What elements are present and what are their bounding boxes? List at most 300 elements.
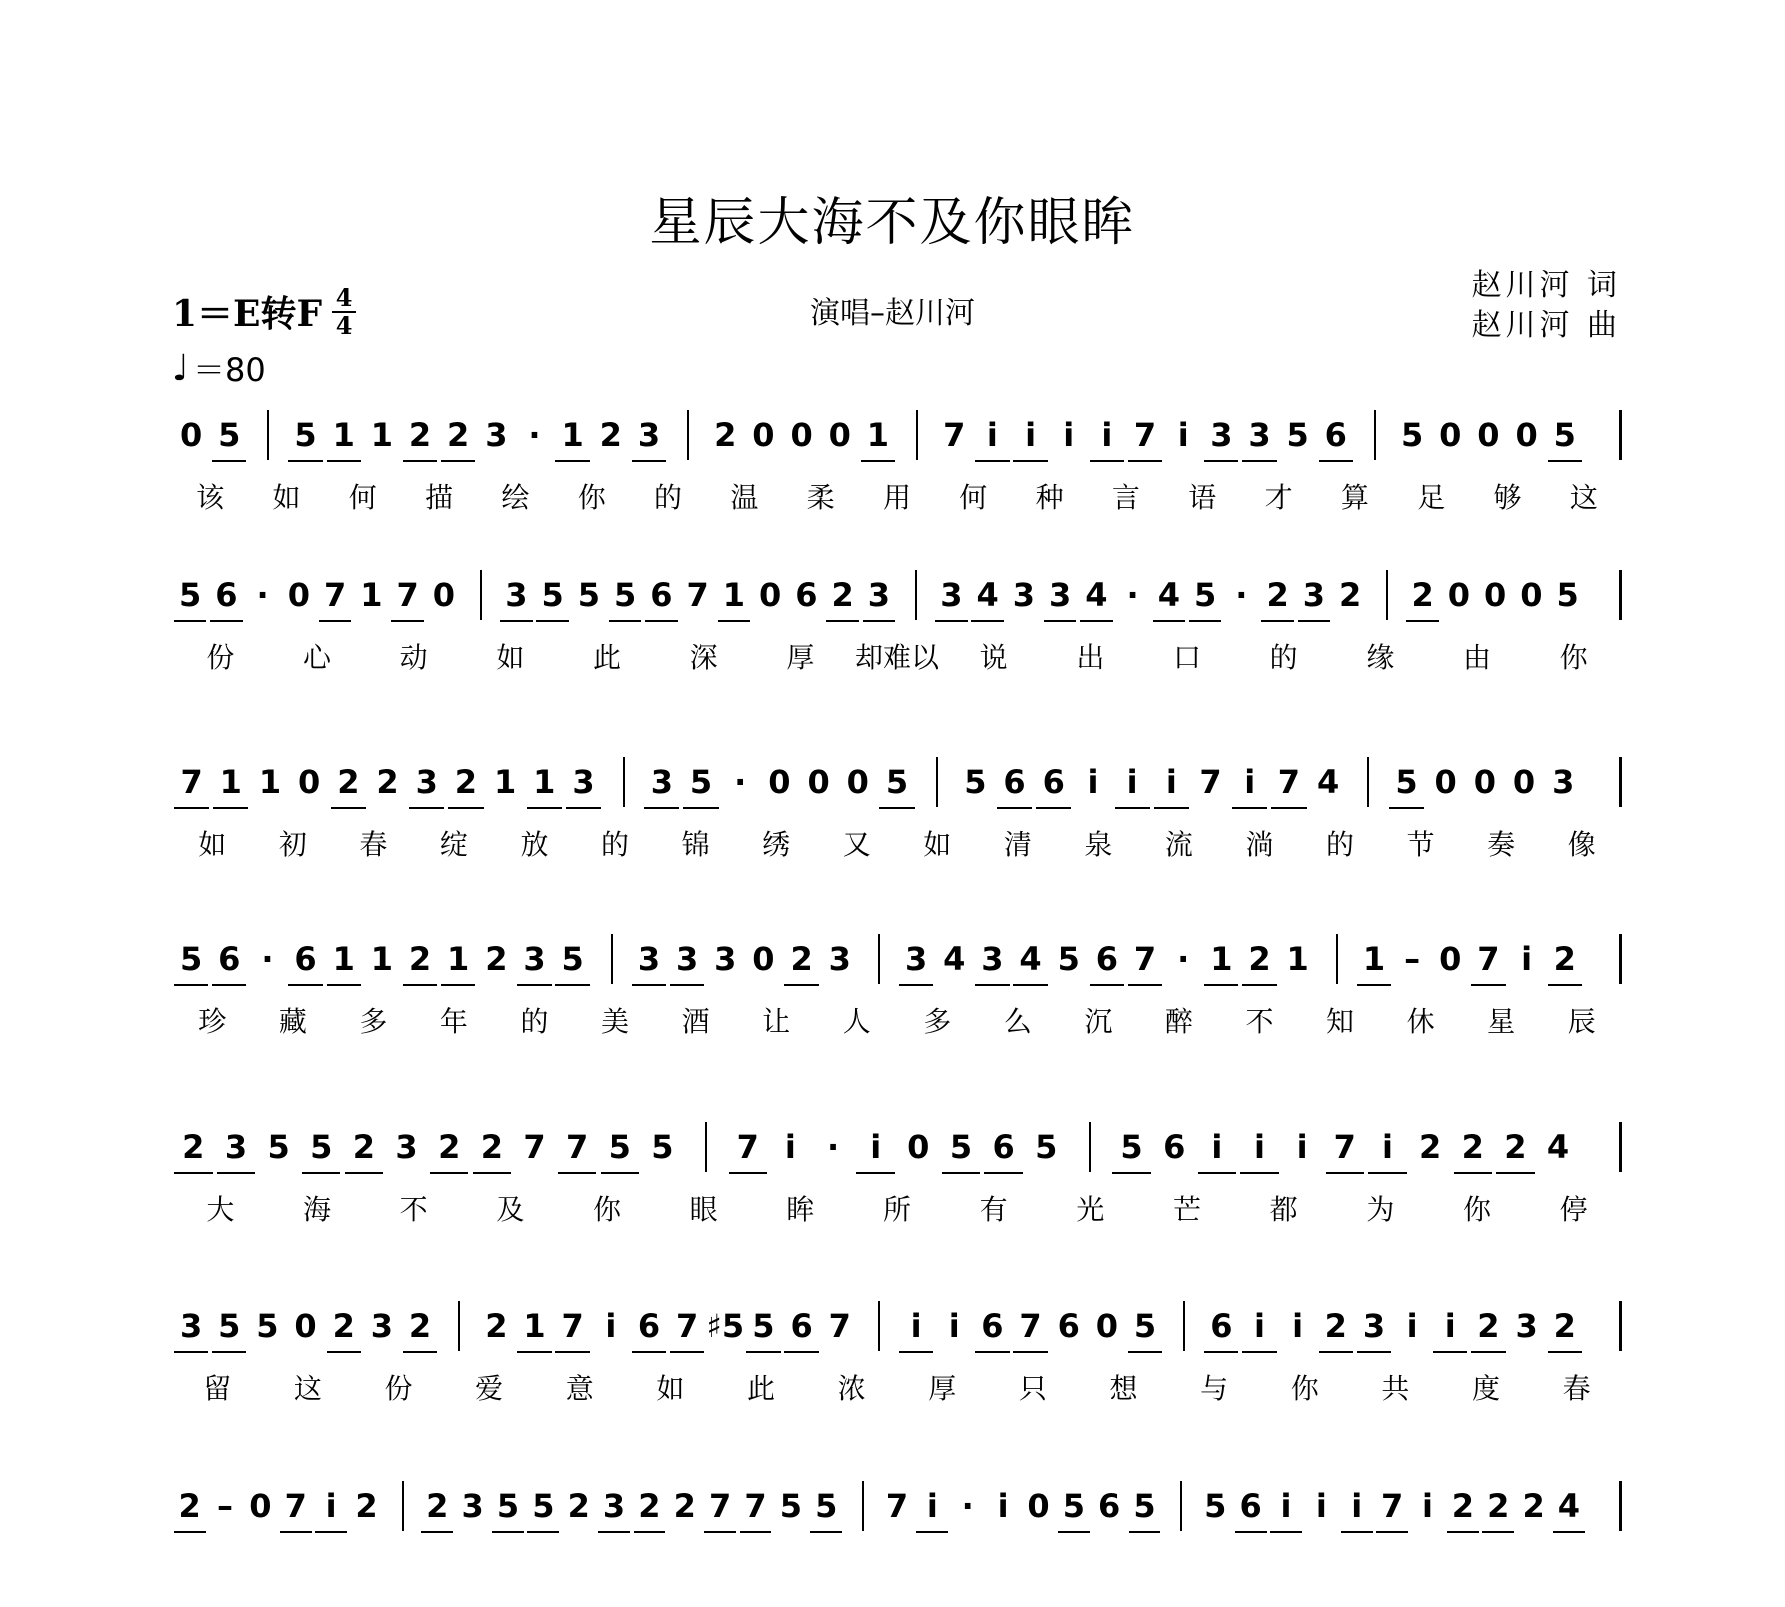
barline (1619, 1301, 1622, 1351)
lyric-char: 的 (654, 481, 683, 514)
note: 0 (758, 576, 782, 614)
lyric-char: 份 (384, 1372, 413, 1405)
score-system (172, 763, 1622, 883)
beam-line (1013, 460, 1047, 462)
beam-line (1090, 984, 1124, 986)
lyric-char: 眸 (786, 1193, 815, 1226)
beam-line (409, 807, 444, 809)
lyrics-row (172, 636, 1622, 676)
key-text: 1＝E转F (172, 293, 323, 335)
note: 2 (1324, 1307, 1347, 1345)
note: 7 (561, 1307, 584, 1345)
beam-line (527, 807, 562, 809)
beam-line (810, 1531, 842, 1533)
note: 4 (943, 940, 966, 978)
note: 7 (566, 1128, 589, 1166)
beam-line (1368, 1172, 1406, 1174)
note: 2 (1522, 1487, 1545, 1525)
beam-line (1298, 620, 1331, 622)
beam-line (997, 807, 1032, 809)
note: · (1235, 576, 1248, 614)
lyric-char: 由 (1462, 641, 1492, 674)
note: 6 (981, 1307, 1004, 1345)
composer-credit: 赵川河 曲 (1471, 308, 1621, 343)
beam-line (302, 1172, 340, 1174)
note: i (1315, 1487, 1327, 1525)
lyric-char: 么 (1003, 1005, 1032, 1038)
note: 5 (1286, 416, 1309, 454)
note: 5 (1035, 1128, 1058, 1166)
note: · (826, 1128, 840, 1166)
beam-line (984, 1172, 1022, 1174)
lyric-char: 只 (1018, 1372, 1047, 1405)
beam-line (492, 1531, 524, 1533)
lyric-char: 又 (842, 828, 871, 861)
lyric-char: 芒 (1172, 1193, 1202, 1226)
beam-line (327, 460, 361, 462)
lyric-char: 美 (601, 1005, 630, 1038)
note: 2 (1477, 1307, 1500, 1345)
note: 2 (1266, 576, 1289, 614)
lyric-char: 描 (425, 481, 454, 514)
note: 3 (1552, 763, 1575, 801)
beam-line (327, 1351, 361, 1353)
note: 2 (355, 1487, 378, 1525)
beam-line (174, 984, 208, 986)
note: 0 (828, 416, 851, 454)
note: 3 (867, 576, 891, 614)
beam-line (971, 620, 1004, 622)
lyric-char: 这 (1569, 481, 1598, 514)
lyric-char: 让 (762, 1005, 791, 1038)
note: 6 (1098, 1487, 1121, 1525)
beam-line (1319, 1351, 1353, 1353)
note: 6 (790, 1307, 813, 1345)
note: 2 (426, 1487, 449, 1525)
barline (611, 934, 613, 984)
note: 7 (1477, 940, 1500, 978)
quarter-note-icon: ♩ (172, 347, 189, 389)
beam-line (826, 620, 859, 622)
note: i (784, 1128, 796, 1166)
note: 2 (178, 1487, 201, 1525)
beam-line (1128, 1351, 1162, 1353)
score-system (172, 1128, 1622, 1248)
barline (267, 410, 269, 460)
beam-line (1204, 984, 1238, 986)
beam-line (1240, 1172, 1278, 1174)
note: 2 (1461, 1128, 1484, 1166)
note: i (1351, 1487, 1363, 1525)
notes-row (172, 1307, 1622, 1363)
note: 6 (215, 576, 238, 614)
beam-line (1128, 460, 1162, 462)
note: i (1254, 1128, 1265, 1166)
lyric-char: 辰 (1567, 1005, 1596, 1038)
lyric-char: 不 (1245, 1005, 1274, 1038)
barline (1180, 1481, 1182, 1531)
lyric-char: 的 (1326, 828, 1355, 861)
note: 5 (885, 763, 909, 801)
note: · (528, 416, 541, 454)
lyrics-row (172, 476, 1622, 516)
note: 5 (310, 1128, 333, 1166)
note: 2 (447, 416, 470, 454)
note: 6 (650, 576, 673, 614)
beam-line (1036, 807, 1071, 809)
note: 0 (846, 763, 869, 801)
lyric-char: 你 (592, 1193, 622, 1226)
lyric-char: 与 (1200, 1372, 1229, 1405)
lyric-char: 深 (689, 641, 718, 674)
note: 2 (1418, 1128, 1442, 1166)
note: 3 (637, 416, 661, 454)
note: 5 (815, 1487, 838, 1525)
lyric-char: 此 (592, 641, 622, 674)
note: 4 (1157, 576, 1181, 614)
beam-line (1548, 984, 1582, 986)
note: 6 (1042, 763, 1065, 801)
lyric-char: 有 (979, 1193, 1008, 1226)
barline (705, 1122, 707, 1172)
beam-line (632, 460, 666, 462)
lyric-char: 想 (1109, 1372, 1138, 1405)
lyric-char: 才 (1264, 481, 1293, 514)
beam-line (1496, 1172, 1534, 1174)
beam-line (601, 1172, 639, 1174)
beam-line (746, 1351, 780, 1353)
beam-line (315, 1531, 347, 1533)
beam-line (212, 1351, 246, 1353)
lyric-char: 珍 (198, 1005, 227, 1038)
note: 7 (1380, 1487, 1404, 1525)
barline (687, 410, 689, 460)
note: 6 (795, 576, 818, 614)
lyric-char: 种 (1035, 481, 1064, 514)
note: 5 (541, 576, 564, 614)
notes-row (172, 1487, 1622, 1543)
beam-line (212, 984, 246, 986)
note: 2 (1504, 1128, 1527, 1166)
note: 2 (408, 1307, 432, 1345)
beam-line (1154, 807, 1189, 809)
note: i (1177, 416, 1189, 454)
note: 7 (523, 1128, 546, 1166)
beam-line (331, 807, 366, 809)
note: 5 (179, 940, 203, 978)
note: 7 (686, 576, 709, 614)
beam-line (1204, 1351, 1238, 1353)
lyric-char: 春 (359, 828, 388, 861)
note: 7 (396, 576, 419, 614)
note: 6 (1324, 416, 1347, 454)
lyric-char: 何 (348, 481, 377, 514)
beam-line (174, 620, 207, 622)
note: 3 (1302, 576, 1326, 614)
note: 0 (1434, 763, 1457, 801)
note: 5 (1133, 1487, 1156, 1525)
lyric-char: 该 (196, 481, 225, 514)
beam-line (391, 620, 424, 622)
note: 0 (179, 416, 203, 454)
beam-line (1115, 807, 1150, 809)
note: 2 (337, 763, 360, 801)
beam-line (1341, 1531, 1373, 1533)
note: 3 (224, 1128, 248, 1166)
beam-line (500, 620, 533, 622)
barline (1386, 570, 1388, 620)
note: 3 (602, 1487, 626, 1525)
barline (878, 1301, 880, 1351)
lyric-char: 的 (601, 828, 630, 861)
note: i (325, 1487, 337, 1525)
barline (480, 570, 482, 620)
note: i (605, 1307, 617, 1345)
note: 5 (561, 940, 584, 978)
beam-line (1326, 1172, 1364, 1174)
note: 2 (332, 1307, 355, 1345)
note: 4 (1316, 763, 1340, 801)
note: 3 (179, 1307, 203, 1345)
lyric-char: 都 (1269, 1193, 1298, 1226)
beam-line (345, 1172, 383, 1174)
note: 3 (828, 940, 851, 978)
note: 0 (1439, 940, 1462, 978)
note: 0 (287, 576, 311, 614)
note: 3 (461, 1487, 484, 1525)
note: i (1444, 1307, 1456, 1345)
beam-line (288, 984, 322, 986)
beam-line (1232, 807, 1267, 809)
lyric-char: 休 (1406, 1005, 1435, 1038)
lyric-char: 浓 (837, 1372, 866, 1405)
note: i (986, 416, 998, 454)
note: 2 (1338, 576, 1362, 614)
note: 5 (256, 1307, 279, 1345)
note: 5 (178, 576, 202, 614)
lyricist-credit: 赵川河 词 (1471, 268, 1621, 303)
beam-line (1454, 1172, 1492, 1174)
note: 5 (752, 1307, 775, 1345)
note: 5 (1062, 1487, 1085, 1525)
lyric-char: 绘 (501, 481, 530, 514)
note: i (910, 1307, 922, 1345)
beam-line (536, 620, 569, 622)
note: 1 (1362, 940, 1386, 978)
beam-line (174, 1351, 208, 1353)
lyric-char: 度 (1472, 1372, 1501, 1405)
note: 0 (1447, 576, 1471, 614)
lyric-char: 此 (747, 1372, 776, 1405)
note: 1 (447, 940, 470, 978)
lyrics-row (172, 1188, 1622, 1228)
barline (1619, 1122, 1622, 1172)
beam-line (1548, 460, 1582, 462)
note: i (1254, 1307, 1265, 1345)
lyric-char: 爱 (475, 1372, 504, 1405)
beam-line (1482, 1531, 1514, 1533)
note: 5 (1204, 1487, 1227, 1525)
note: 2 (438, 1128, 461, 1166)
note: i (1244, 763, 1256, 801)
note: 6 (1210, 1307, 1233, 1345)
lyric-char: 不 (399, 1193, 428, 1226)
lyric-char: 奏 (1487, 828, 1516, 861)
note: 3 (1012, 576, 1036, 614)
note: 5 (651, 1128, 674, 1166)
note: – (217, 1487, 234, 1525)
score-system (172, 1487, 1622, 1607)
beam-line (1080, 620, 1113, 622)
note: 2 (1553, 940, 1576, 978)
beam-line (1471, 984, 1505, 986)
note: 5 (267, 1128, 290, 1166)
beam-line (1548, 1351, 1582, 1353)
beam-line (403, 460, 437, 462)
notes-row (172, 940, 1622, 996)
beam-line (683, 807, 718, 809)
score-system (172, 576, 1622, 696)
note: 0 (298, 763, 321, 801)
beam-line (1270, 1531, 1302, 1533)
note: 2 (485, 1307, 508, 1345)
beam-line (644, 807, 679, 809)
note: 0 (1477, 416, 1500, 454)
note: 2 (408, 416, 432, 454)
note: 1 (561, 416, 584, 454)
barline (862, 1481, 864, 1531)
beam-line (1112, 1172, 1150, 1174)
lyric-char: 人 (842, 1005, 871, 1038)
note: 5 (1553, 416, 1576, 454)
beam-line (1319, 460, 1353, 462)
lyric-char: 出 (1076, 641, 1105, 674)
beam-line (784, 984, 818, 986)
lyric-char: 多 (923, 1005, 952, 1038)
beam-line (1128, 984, 1162, 986)
note: 5 (608, 1128, 631, 1166)
beam-line (174, 1172, 212, 1174)
beam-line (861, 460, 895, 462)
beam-line (555, 984, 589, 986)
note: 2 (408, 940, 432, 978)
beam-line (632, 984, 666, 986)
barline (1619, 1481, 1622, 1531)
note: 0 (1473, 763, 1496, 801)
note: 4 (1085, 576, 1108, 614)
lyrics-row (172, 823, 1622, 863)
note: 6 (1003, 763, 1026, 801)
note: 0 (752, 416, 775, 454)
lyric-char: 用 (882, 481, 912, 514)
lyric-char: 动 (399, 641, 428, 674)
note: 6 (1057, 1307, 1080, 1345)
barline (1619, 757, 1622, 807)
note: 3 (415, 763, 438, 801)
note: 1 (219, 763, 242, 801)
note: 7 (180, 763, 203, 801)
lyric-char: 厚 (786, 641, 815, 674)
barline (1336, 934, 1338, 984)
note: 5 (613, 576, 637, 614)
beam-line (430, 1172, 468, 1174)
note: i (1087, 763, 1099, 801)
lyric-char: 够 (1493, 481, 1522, 514)
note: i (1296, 1128, 1308, 1166)
lyric-char: 这 (293, 1372, 322, 1405)
lyric-char: 意 (565, 1372, 594, 1405)
note: 1 (360, 576, 383, 614)
note: 1 (332, 940, 355, 978)
beam-line (558, 1172, 596, 1174)
note: 2 (480, 1128, 503, 1166)
note: 6 (294, 940, 317, 978)
barline (1374, 410, 1376, 460)
beam-line (210, 620, 243, 622)
beam-line (421, 1531, 453, 1533)
note: 5 (1395, 763, 1418, 801)
beam-line (1235, 1531, 1267, 1533)
credits-block (1471, 266, 1621, 346)
score-system (172, 416, 1622, 536)
lyrics-row (172, 1367, 1622, 1407)
beam-line (975, 1351, 1009, 1353)
beam-line (879, 807, 914, 809)
beam-line (729, 1172, 767, 1174)
note: 6 (218, 940, 241, 978)
note: 2 (638, 1487, 661, 1525)
beam-line (174, 807, 209, 809)
note: 6 (1095, 940, 1118, 978)
lyric-char: 语 (1188, 481, 1217, 514)
beam-line (1013, 1351, 1047, 1353)
lyrics-row (172, 1547, 1622, 1587)
note: 7 (744, 1487, 767, 1525)
lyric-char: 共 (1381, 1372, 1410, 1405)
note: i (1521, 940, 1533, 978)
beam-line (899, 984, 933, 986)
barline (1089, 1122, 1091, 1172)
note: i (997, 1487, 1009, 1525)
beam-line (217, 1172, 255, 1174)
barline (1183, 1301, 1185, 1351)
lyric-char: 你 (1559, 641, 1588, 674)
beam-line (174, 1531, 206, 1533)
note: 0 (1439, 416, 1462, 454)
note: 6 (1163, 1128, 1186, 1166)
note: · (256, 576, 269, 614)
lyric-char: 算 (1340, 481, 1369, 514)
beam-line (527, 1531, 559, 1533)
note: 0 (768, 763, 791, 801)
score-system (172, 940, 1622, 1060)
beam-line (441, 984, 475, 986)
lyric-char: 你 (1462, 1193, 1492, 1226)
notes-row (172, 576, 1622, 632)
lyric-char: 为 (1366, 1193, 1395, 1226)
beam-line (609, 620, 642, 622)
note: 0 (432, 576, 456, 614)
lyric-char: 醉 (1164, 1005, 1193, 1038)
note: 2 (485, 940, 508, 978)
beam-line (704, 1531, 736, 1533)
note: i (1280, 1487, 1292, 1525)
note: 1 (493, 763, 517, 801)
note: 0 (1515, 416, 1538, 454)
note: 7 (284, 1487, 307, 1525)
barline (915, 570, 917, 620)
lyric-char: 言 (1111, 481, 1140, 514)
